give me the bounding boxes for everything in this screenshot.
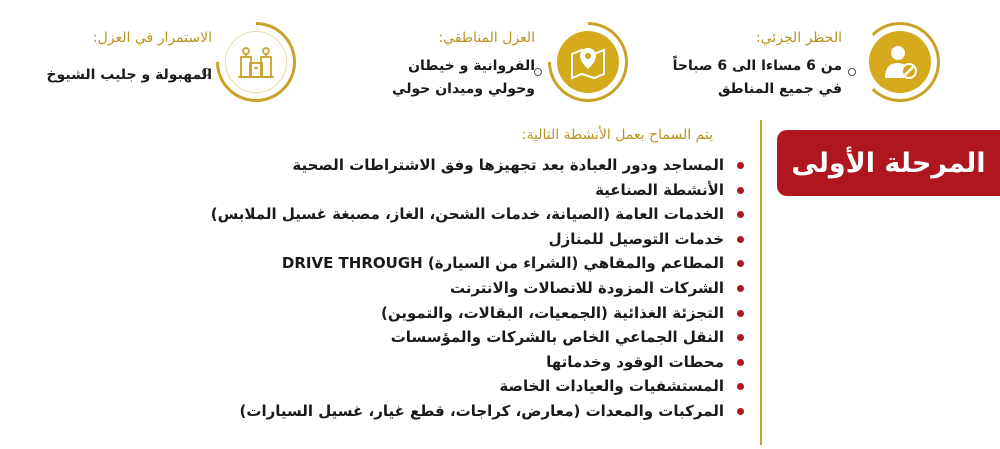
activities-list bbox=[210, 153, 744, 424]
list-item: النقل الجماعي الخاص بالشركات والمؤسسات bbox=[244, 325, 744, 350]
zonal-isolation-line-1: الفروانية و خيطان bbox=[408, 58, 535, 74]
list-item: الأنشطة الصناعية bbox=[244, 178, 744, 203]
list-item: الشركات المزودة للاتصالات والانترنت bbox=[244, 276, 744, 301]
continued-isolation-title: الاستمرار في العزل: bbox=[92, 30, 212, 46]
zonal-isolation-icon-wrap bbox=[548, 22, 628, 102]
buildings-icon bbox=[225, 31, 287, 93]
continued-isolation-line-1: المهبولة و جليب الشيوخ bbox=[46, 67, 212, 83]
connector-dot bbox=[534, 68, 542, 76]
person-block-icon bbox=[869, 31, 931, 93]
zonal-isolation-block bbox=[380, 22, 640, 112]
list-item: الخدمات العامة (الصيانة، خدمات الشحن، الغاز، مصبغة غسيل الملابس) bbox=[244, 202, 744, 227]
list-item: محطات الوقود وخدماتها bbox=[244, 350, 744, 375]
list-item: المساجد ودور العبادة بعد تجهيزها وفق الاشتراطات الصحية bbox=[244, 153, 744, 178]
map-pin-icon bbox=[557, 31, 619, 93]
list-item: خدمات التوصيل للمنازل bbox=[244, 227, 744, 252]
phase-badge: المرحلة الأولى bbox=[777, 130, 1000, 196]
connector-dot bbox=[848, 68, 856, 76]
partial-curfew-icon-wrap bbox=[860, 22, 940, 102]
continued-isolation-block bbox=[10, 22, 310, 112]
partial-curfew-line-1: من 6 مساءا الى 6 صباحاً bbox=[672, 58, 842, 74]
partial-curfew-block bbox=[640, 22, 990, 112]
list-item: المطاعم والمقاهي (الشراء من السيارة) DRIVE THROUGH bbox=[244, 251, 744, 276]
partial-curfew-line-2: في جميع المناطق bbox=[717, 81, 842, 97]
gold-divider bbox=[760, 120, 762, 445]
zonal-isolation-line-2: وحولي وميدان حولي bbox=[392, 81, 535, 97]
zonal-isolation-title: العزل المناطقي: bbox=[438, 30, 535, 46]
activities-heading: يتم السماح بعمل الأنشطة التالية: bbox=[521, 127, 713, 143]
list-item: المستشفيات والعيادات الخاصة bbox=[244, 374, 744, 399]
list-item: التجزئة الغذائية (الجمعيات، البقالات، والتموين) bbox=[244, 301, 744, 326]
continued-isolation-icon-wrap bbox=[216, 22, 296, 102]
partial-curfew-title: الحظر الجزئي: bbox=[755, 30, 842, 46]
list-item: المركبات والمعدات (معارض، كراجات، قطع غيار، غسيل السيارات) bbox=[244, 399, 744, 424]
